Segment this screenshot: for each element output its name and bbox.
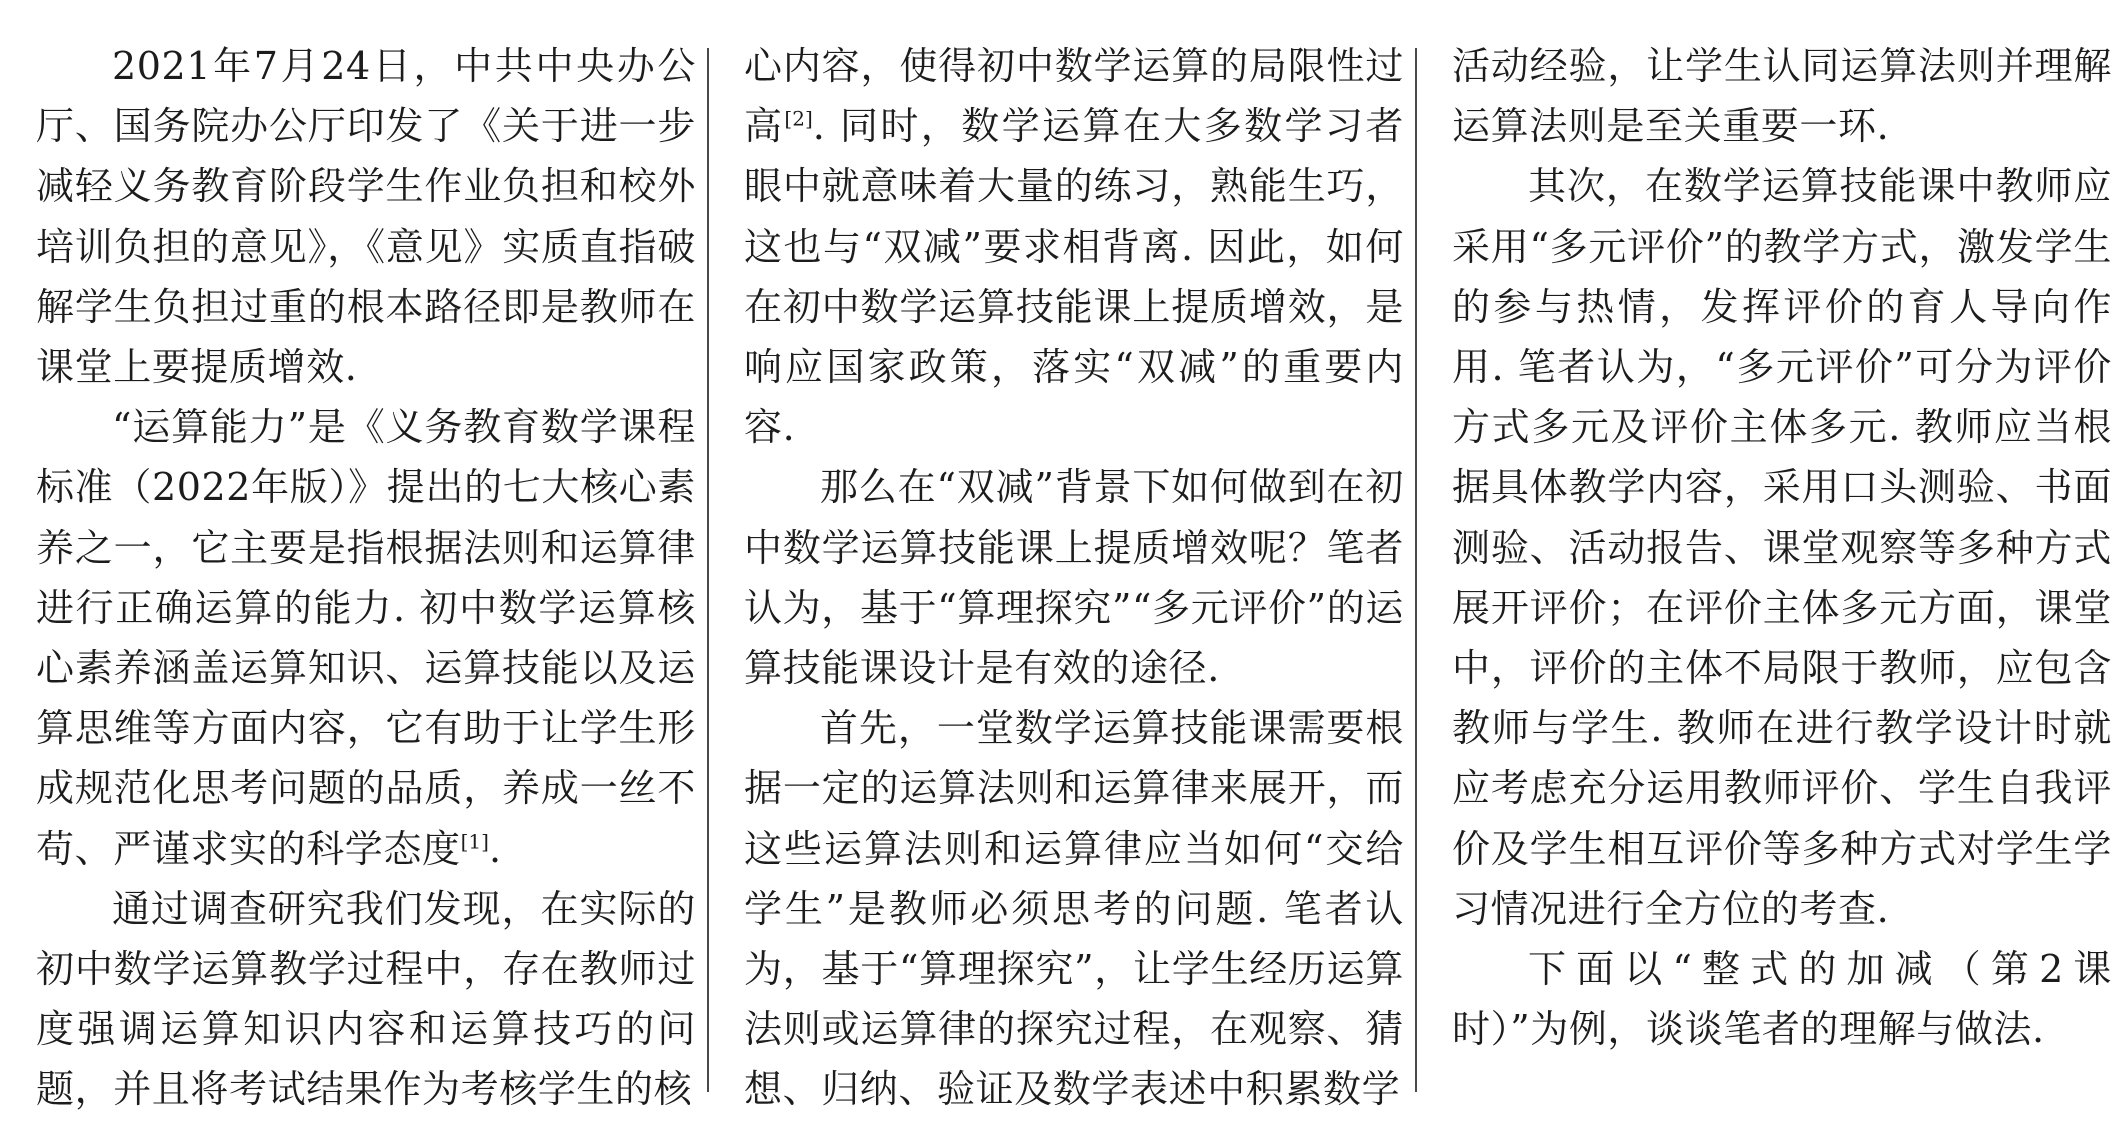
paragraph-survey-findings: 通过调查研究我们发现，在实际的初中数学运算教学过程中，存在教师过度强调运算知识内容和运算技巧的问题，并且将考试结果作为考核学生的核	[36, 886, 696, 1112]
paragraph-second-point: 其次，在数学运算技能课中教师应采用“多元评价”的教学方式，激发学生的参与热情，发挥评价的育人导向作用. 笔者认为，“多元评价”可分为评价方式多元及评价主体多元. 教师应当根据具体教学内容，采用口头测验、书面测验、活动报告、课堂观察等多种方式展开评价；在评价主体多元方面，课堂中，评价的主体不局限于教师，应包含教师与学生. 教师在进行教学设计时就应考虑充分运用教师评价、学生自我评价及学生相互评价等多种方式对学生学习情况进行全方位的考查.	[1452, 164, 2112, 931]
column-divider	[707, 48, 709, 1092]
paragraph-limitations-rest: . 同时，数学运算在大多数学习者眼中就意味着大量的练习，熟能生巧，这也与“双减”要求相背离. 因此，如何在初中数学运算技能课上提质增效，是响应国家政策，落实“双减”的重要内容.	[744, 104, 1404, 450]
paragraph-research-question: 那么在“双减”背景下如何做到在初中数学运算技能课上提质增效呢？笔者认为，基于“算理探究”“多元评价”的运算技能课设计是有效的途径.	[744, 465, 1404, 691]
paragraph-end-punct: .	[488, 826, 502, 871]
column-divider	[1415, 48, 1417, 1092]
paragraph-limitations-text: 心内容，使得初中数学运算的局限性过高	[744, 44, 1404, 149]
text-column-middle	[744, 36, 1404, 1120]
text-column-left	[36, 36, 696, 1120]
text-column-right	[1452, 36, 2112, 1059]
paragraph-computing-ability	[36, 397, 696, 879]
paragraph-limitations	[744, 36, 1404, 457]
paragraph-first-point: 首先，一堂数学运算技能课需要根据一定的运算法则和运算律来展开，而这些运算法则和运算律应当如何“交给学生”是教师必须思考的问题. 笔者认为，基于“算理探究”，让学生经历运算法则或运算律的探究过程，在观察、猜想、归纳、验证及数学表述中积累数学	[744, 706, 1404, 1112]
paragraph-example-intro: 下面以“整式的加减（第2课时）”为例，谈谈笔者的理解与做法.	[1452, 947, 2112, 1052]
paragraph-activity-experience: 活动经验，让学生认同运算法则并理解运算法则是至关重要一环.	[1452, 44, 2112, 149]
citation-2: [2]	[784, 106, 813, 131]
paragraph-policy-intro: 2021年7月24日，中共中央办公厅、国务院办公厅印发了《关于进一步减轻义务教育阶段学生作业负担和校外培训负担的意见》，《意见》实质直指破解学生负担过重的根本路径即是教师在课堂上要提质增效.	[36, 44, 696, 390]
citation-1: [1]	[460, 828, 489, 853]
paragraph-computing-ability-text: “运算能力”是《义务教育数学课程标准（2022年版）》提出的七大核心素养之一，它主要是指根据法则和运算律进行正确运算的能力. 初中数学运算核心素养涵盖运算知识、运算技能以及运算思维等方面内容，它有助于让学生形成规范化思考问题的品质，养成一丝不苟、严谨求实的科学态度	[36, 405, 696, 871]
